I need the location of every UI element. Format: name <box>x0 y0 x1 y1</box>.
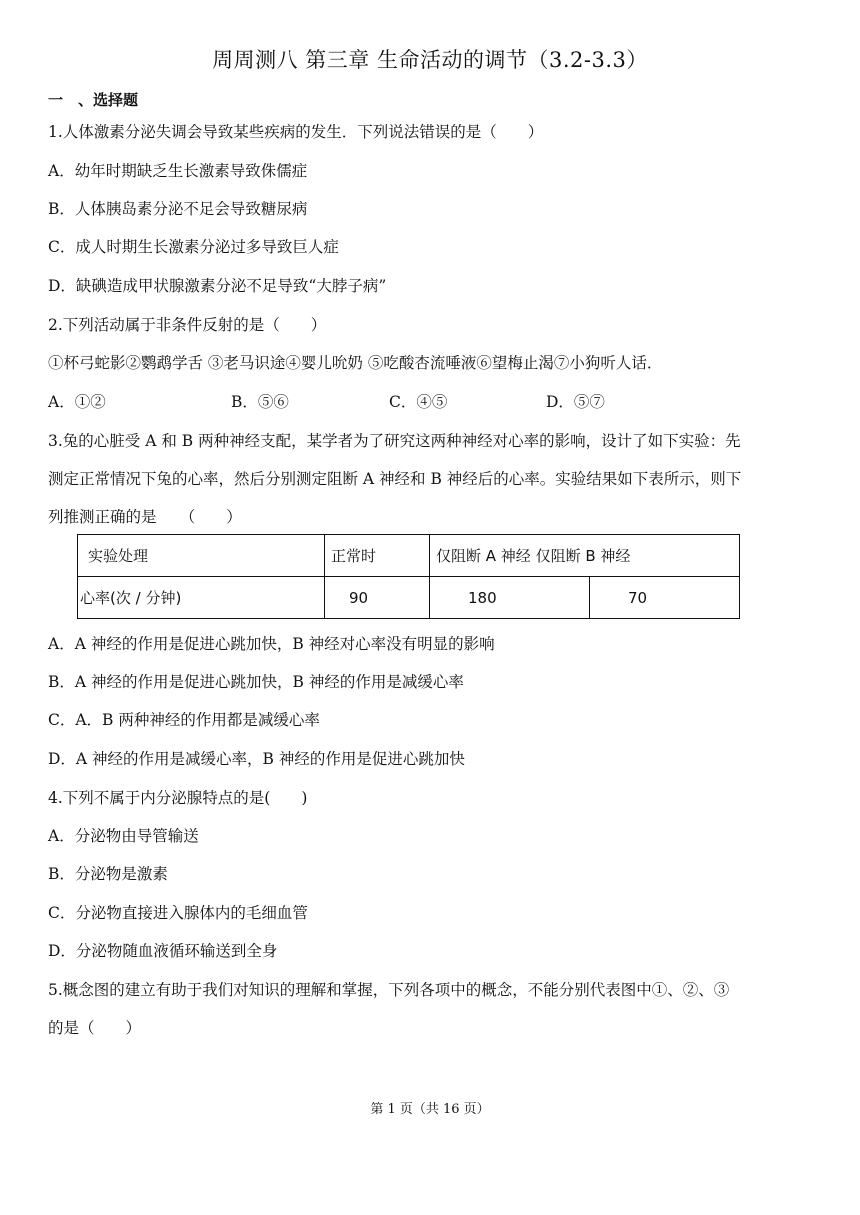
section-heading: 一 、选择题 <box>48 91 139 109</box>
question-4-stem: 4.下列不属于内分泌腺特点的是( ) <box>48 789 308 807</box>
table-header-cell: 正常时 <box>325 535 430 577</box>
table-cell-block-a: 180 <box>430 577 590 619</box>
table-cell-normal: 90 <box>325 577 430 619</box>
question-4-option-d: D．分泌物随血液循环输送到全身 <box>48 942 278 960</box>
question-2-stem: 2.下列活动属于非条件反射的是（ ） <box>48 316 327 334</box>
table-row <box>78 577 740 619</box>
experiment-table <box>77 534 740 619</box>
table-row-label: 心率(次 / 分钟) <box>78 577 325 619</box>
question-4-option-a: A．分泌物由导管输送 <box>48 827 199 845</box>
question-3-stem-line-1: 3.兔的心脏受 A 和 B 两种神经支配，某学者为了研究这两种神经对心率的影响，设计了如下实验：先 <box>48 432 741 450</box>
question-4-option-c: C．分泌物直接进入腺体内的毛细血管 <box>48 904 308 922</box>
table-header-cell: 实验处理 <box>78 535 325 577</box>
table-cell-block-b: 70 <box>590 577 740 619</box>
question-3-option-d: D．A 神经的作用是减缓心率，B 神经的作用是促进心跳加快 <box>48 750 465 768</box>
page-footer: 第 1 页（共 16 页） <box>370 1102 490 1117</box>
question-1-option-b: B．人体胰岛素分泌不足会导致糖尿病 <box>48 200 308 218</box>
page-title: 周周测八 第三章 生命活动的调节（3.2-3.3） <box>212 48 648 72</box>
question-1-option-d: D．缺碘造成甲状腺激素分泌不足导致“大脖子病” <box>48 277 387 295</box>
question-4-option-b: B．分泌物是激素 <box>48 865 168 883</box>
question-5-stem-line-2: 的是（ ） <box>48 1019 142 1037</box>
question-3-option-a: A．A 神经的作用是促进心跳加快，B 神经对心率没有明显的影响 <box>48 635 495 653</box>
table-header-cell: 仅阻断 A 神经 仅阻断 B 神经 <box>430 535 740 577</box>
question-2-option-c: C．④⑤ <box>389 393 448 411</box>
question-1-option-a: A．幼年时期缺乏生长激素导致侏儒症 <box>48 162 308 180</box>
question-3-stem-line-2: 测定正常情况下兔的心率，然后分别测定阻断 A 神经和 B 神经后的心率。实验结果如下表所示，则下 <box>48 470 742 488</box>
question-1-option-c: C．成人时期生长激素分泌过多导致巨人症 <box>48 238 339 256</box>
question-3-option-b: B．A 神经的作用是促进心跳加快，B 神经的作用是减缓心率 <box>48 673 464 691</box>
question-2-option-b: B．⑤⑥ <box>231 393 289 411</box>
question-2-option-a: A．①② <box>48 393 106 411</box>
table-header-row <box>78 535 740 577</box>
question-1-stem: 1.人体激素分泌失调会导致某些疾病的发生．下列说法错误的是（ ） <box>48 123 544 141</box>
question-3-stem-line-3: 列推测正确的是 （ ） <box>48 508 242 526</box>
question-2-option-d: D．⑤⑦ <box>546 393 605 411</box>
question-5-stem-line-1: 5.概念图的建立有助于我们对知识的理解和掌握，下列各项中的概念，不能分别代表图中①、②、③ <box>48 981 730 999</box>
question-2-items: ①杯弓蛇影②鹦鹉学舌 ③老马识途④婴儿吮奶 ⑤吃酸杏流唾液⑥望梅止渴⑦小狗听人话． <box>48 354 663 372</box>
question-3-option-c: C．A．B 两种神经的作用都是减缓心率 <box>48 711 320 729</box>
